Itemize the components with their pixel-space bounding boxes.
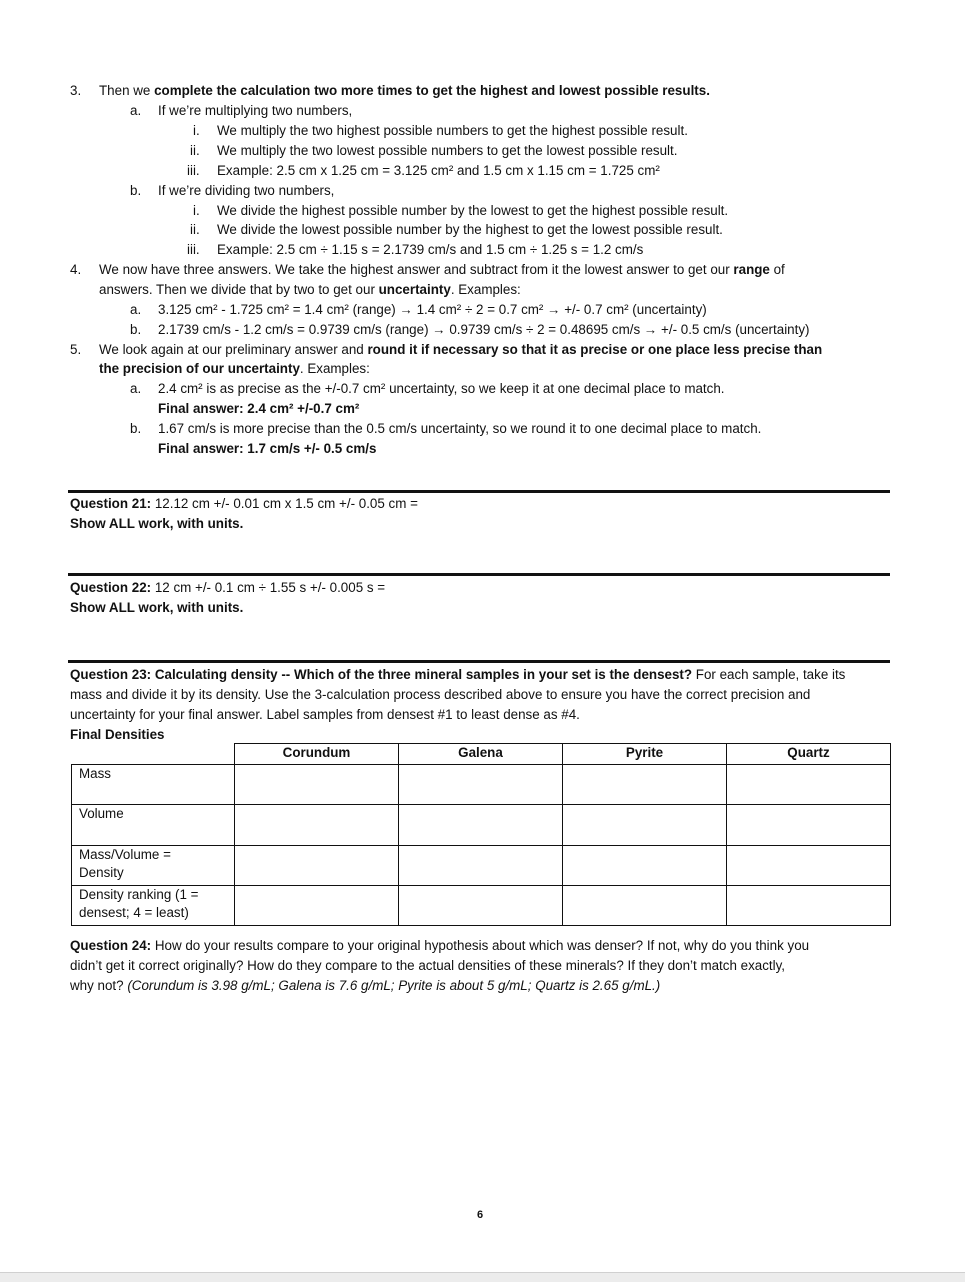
cell-density-galena[interactable] — [399, 846, 563, 886]
step-4-uncertainty-term: uncertainty — [378, 282, 451, 297]
step-3a-i-number: i. — [193, 123, 200, 138]
question-24-label: Question 24: — [70, 938, 152, 953]
step-5-number: 5. — [70, 342, 82, 357]
question-21-expression: 12.12 cm +/- 0.01 cm x 1.5 cm +/- 0.05 cm = — [151, 496, 418, 511]
step-4b-number: b. — [130, 322, 142, 337]
page-number: 6 — [477, 1209, 484, 1221]
question-22-expression: 12 cm +/- 0.1 cm ÷ 1.55 s +/- 0.005 s = — [151, 580, 386, 595]
step-5b-final-answer — [158, 440, 376, 458]
step-4-line-2-a: answers. Then we divide that by two to get our — [99, 282, 379, 297]
step-4-range-term: range — [733, 262, 770, 277]
cell-volume-pyrite[interactable] — [563, 805, 727, 846]
row-label-ranking — [72, 886, 235, 926]
step-3b-i-text: We divide the highest possible number by the lowest to get the highest possible result. — [217, 203, 729, 218]
step-4-line-2 — [99, 281, 521, 299]
step-5b-number: b. — [130, 421, 142, 436]
table-row-mass — [72, 765, 891, 805]
cell-ranking-corundum[interactable] — [235, 886, 399, 926]
row-label-mass — [72, 765, 235, 805]
row-label-volume — [72, 805, 235, 846]
question-21-prompt — [70, 495, 418, 513]
table-row-volume — [72, 805, 891, 846]
final-densities-label-text: Final Densities — [70, 727, 165, 742]
question-21-divider — [68, 490, 890, 493]
cell-volume-corundum[interactable] — [235, 805, 399, 846]
question-23-line-3: uncertainty for your final answer. Label samples from densest #1 to least dense as #4. — [70, 707, 580, 722]
cell-ranking-quartz[interactable] — [727, 886, 891, 926]
step-3a-i-text: We multiply the two highest possible numbers to get the highest possible result. — [217, 123, 688, 138]
column-header-quartz: Quartz — [727, 744, 891, 765]
step-3a-number: a. — [130, 103, 142, 118]
step-5a-final-answer-text: Final answer: 2.4 cm² +/-0.7 cm² — [158, 401, 360, 416]
step-4-number: 4. — [70, 262, 82, 277]
question-23-line-2: mass and divide it by its density. Use the 3-calculation process described above to ensure you have the correct precision and — [70, 687, 811, 702]
question-22-instruction-text: Show ALL work, with units. — [70, 600, 244, 615]
question-21-label: Question 21: — [70, 496, 152, 511]
step-5a-final-answer — [158, 400, 359, 418]
step-3a-iii-text: Example: 2.5 cm x 1.25 cm = 3.125 cm² and 1.5 cm x 1.15 cm = 1.725 cm² — [217, 163, 660, 178]
density-table — [71, 743, 891, 926]
cell-density-pyrite[interactable] — [563, 846, 727, 886]
step-5a-text: 2.4 cm² is as precise as the +/-0.7 cm² uncertainty, so we keep it at one decimal place to match. — [158, 381, 725, 396]
cell-ranking-pyrite[interactable] — [563, 886, 727, 926]
table-row-ranking — [72, 886, 891, 926]
cell-volume-quartz[interactable] — [727, 805, 891, 846]
cell-density-corundum[interactable] — [235, 846, 399, 886]
step-5b-final-answer-text: Final answer: 1.7 cm/s +/- 0.5 cm/s — [158, 441, 377, 456]
row-label-density-line-2: Density — [79, 865, 124, 880]
step-5a-number: a. — [130, 381, 142, 396]
row-label-density-line-1: Mass/Volume = — [79, 847, 171, 862]
question-24-line-1-rest: How do your results compare to your original hypothesis about which was denser? If not, why do you think you — [151, 938, 810, 953]
table-row-density — [72, 846, 891, 886]
step-5-line-2-bold: the precision of our uncertainty — [99, 361, 300, 376]
row-label-ranking-line-1: Density ranking (1 = — [79, 887, 199, 902]
step-3a-text: If we’re multiplying two numbers, — [158, 103, 353, 118]
step-3b-iii-number: iii. — [187, 242, 200, 257]
question-21-instruction — [70, 515, 243, 533]
cell-mass-pyrite[interactable] — [563, 765, 727, 805]
question-21-instruction-text: Show ALL work, with units. — [70, 516, 244, 531]
row-label-mass-line-1: Mass — [79, 766, 111, 781]
question-23-line-1-rest: For each sample, take its — [692, 667, 846, 682]
question-22-divider — [68, 573, 890, 576]
cell-ranking-galena[interactable] — [399, 886, 563, 926]
question-24-line-3-a: why not? — [70, 978, 128, 993]
question-23-divider — [68, 660, 890, 663]
step-3-text-bold: complete the calculation two more times to get the highest and lowest possible results. — [154, 83, 710, 98]
step-3b-number: b. — [130, 183, 142, 198]
step-5-line-1 — [99, 341, 822, 359]
column-header-corundum: Corundum — [235, 744, 399, 765]
cell-mass-corundum[interactable] — [235, 765, 399, 805]
density-table-header-row — [72, 744, 891, 765]
step-3a-ii-text: We multiply the two lowest possible numbers to get the lowest possible result. — [217, 143, 678, 158]
question-24-line-1 — [70, 937, 809, 955]
step-3b-iii-text: Example: 2.5 cm ÷ 1.15 s = 2.1739 cm/s and 1.5 cm ÷ 1.25 s = 1.2 cm/s — [217, 242, 644, 257]
final-densities-label — [70, 726, 165, 744]
question-22-label: Question 22: — [70, 580, 152, 595]
question-24-actual-densities: (Corundum is 3.98 g/mL; Galena is 7.6 g/mL; Pyrite is about 5 g/mL; Quartz is 2.65 g/mL.) — [127, 978, 661, 993]
step-3b-ii-number: ii. — [190, 222, 200, 237]
step-3-text-plain: Then we — [99, 83, 155, 98]
density-table-corner — [72, 744, 235, 765]
row-label-volume-line-1: Volume — [79, 806, 124, 821]
step-5-line-1-bold: round it if necessary so that it as precise or one place less precise than — [367, 342, 823, 357]
step-4a-number: a. — [130, 302, 142, 317]
cell-volume-galena[interactable] — [399, 805, 563, 846]
step-5-line-2 — [99, 360, 370, 378]
question-24-line-3 — [70, 977, 660, 995]
step-5-line-1-a: We look again at our preliminary answer and — [99, 342, 368, 357]
column-header-galena: Galena — [399, 744, 563, 765]
row-label-density — [72, 846, 235, 886]
step-3-number: 3. — [70, 83, 82, 98]
step-4-line-2-c: . Examples: — [450, 282, 521, 297]
step-3b-i-number: i. — [193, 203, 200, 218]
step-4-line-1-c: of — [769, 262, 785, 277]
step-5b-text: 1.67 cm/s is more precise than the 0.5 cm/s uncertainty, so we round it to one decimal place to match. — [158, 421, 762, 436]
question-22-instruction — [70, 599, 243, 617]
row-label-ranking-line-2: densest; 4 = least) — [79, 905, 189, 920]
column-header-pyrite: Pyrite — [563, 744, 727, 765]
question-23-line-1 — [70, 666, 845, 684]
step-3-text — [99, 82, 710, 100]
step-4b-text: 2.1739 cm/s - 1.2 cm/s = 0.9739 cm/s (range) → 0.9739 cm/s ÷ 2 = 0.48695 cm/s → +/- 0.5 cm/s (uncertainty) — [158, 322, 810, 337]
question-22-prompt — [70, 579, 385, 597]
step-3b-ii-text: We divide the lowest possible number by the highest to get the lowest possible result. — [217, 222, 723, 237]
step-3a-iii-number: iii. — [187, 163, 200, 178]
step-5-line-2-b: . Examples: — [299, 361, 370, 376]
step-4-line-1 — [99, 261, 785, 279]
question-23-heading: Question 23: Calculating density -- Which of the three mineral samples in your set is the densest? — [70, 667, 693, 682]
step-3a-ii-number: ii. — [190, 143, 200, 158]
question-24-line-2: didn’t get it correct originally? How do they compare to the actual densities of these minerals? If they don’t match exactly, — [70, 958, 786, 973]
cell-mass-quartz[interactable] — [727, 765, 891, 805]
step-4a-text: 3.125 cm² - 1.725 cm² = 1.4 cm² (range) → 1.4 cm² ÷ 2 = 0.7 cm² → +/- 0.7 cm² (uncertainty) — [158, 302, 707, 317]
cell-density-quartz[interactable] — [727, 846, 891, 886]
step-3b-text: If we’re dividing two numbers, — [158, 183, 335, 198]
cell-mass-galena[interactable] — [399, 765, 563, 805]
step-4-line-1-a: We now have three answers. We take the highest answer and subtract from it the lowest answer to get our — [99, 262, 734, 277]
